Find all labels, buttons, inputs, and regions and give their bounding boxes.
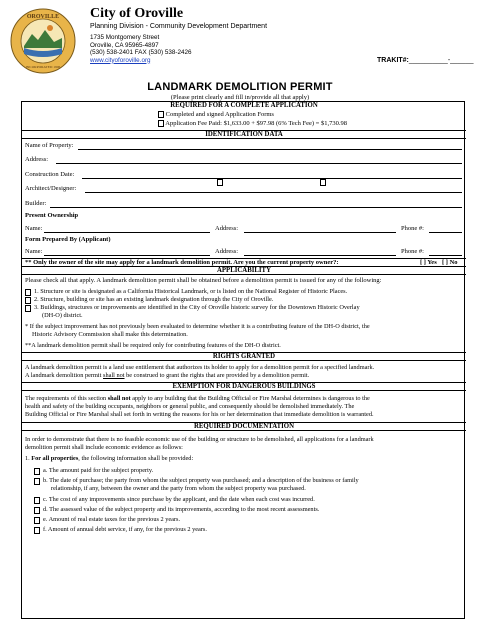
website-link[interactable]: www.cityoforoville.org (90, 56, 151, 64)
applicant-address-label: Address: (215, 248, 239, 255)
no-option[interactable]: [ ] No (442, 259, 458, 266)
documentation-heading: REQUIRED DOCUMENTATION (22, 422, 466, 431)
checkbox[interactable] (158, 111, 164, 118)
applicability-note: **A landmark demolition permit shall be required only for contributing features of the DH-O district. (25, 342, 281, 349)
checkbox[interactable] (34, 468, 40, 475)
checkbox[interactable] (34, 527, 40, 534)
documentation-item: f. Amount of annual debt service, if any, for the previous 2 years. (43, 526, 207, 533)
address-line: (530) 538-2401 FAX (530) 538-2426 (90, 49, 192, 56)
present-ownership-label: Present Ownership (25, 212, 79, 219)
documentation-intro: In order to demonstrate that there is no feasible economic use of the building or structure to be demolished, all applications for a landmark (25, 436, 374, 443)
documentation-item: a. The amount paid for the subject property. (43, 467, 154, 474)
documentation-item-cont: relationship, if any, between the owner and the party from whom the subject property was purchased. (51, 485, 306, 492)
field-label: Name of Property: (25, 142, 74, 149)
rights-text: A landmark demolition permit shall not be construed to grant the rights that are provided by a demolition permit. (25, 372, 310, 379)
construction-date-line[interactable] (82, 178, 462, 179)
required-item (158, 120, 347, 127)
documentation-intro: demolition permit shall include economic evidence as follows: (25, 444, 183, 451)
department-name: Planning Division - Community Development Department (90, 23, 268, 30)
checkbox[interactable] (34, 497, 40, 504)
documentation-item: e. Amount of real estate taxes for the previous 2 years. (43, 516, 181, 523)
trakit-field[interactable] (377, 57, 474, 64)
owner-name-label: Name: (25, 225, 43, 232)
checkbox[interactable] (25, 297, 31, 304)
field-label: Architect/Designer: (25, 185, 77, 192)
checkbox[interactable] (25, 305, 31, 312)
applicability-intro: Please check all that apply. A landmark demolition permit shall be obtained before a demolition permit is issued for any of the following: (25, 277, 382, 284)
applicability-item: 1. Structure or site is designated as a California Historical Landmark, or is listed on the National Register of Historic Places. (34, 288, 348, 295)
applicability-item: 2. Structure, building or site has an existing landmark designation through the City of Oroville. (34, 296, 274, 303)
applicability-heading: APPLICABILITY (22, 266, 466, 275)
exemption-text: Building Official or Fire Marshal shall set forth in writing the reasons for his or her determination that immediate demolition is warranted. (25, 411, 374, 418)
documentation-item: c. The cost of any improvements since purchase by the applicant, and the date when each cost was incurred. (43, 496, 315, 503)
owner-address-line[interactable] (244, 232, 396, 233)
builder-line[interactable] (50, 207, 462, 208)
applicant-phone-line[interactable] (429, 255, 462, 256)
field-label: Construction Date: (25, 171, 75, 178)
city-seal-logo (10, 8, 76, 74)
applicability-item: 3. Buildings, structures or improvements are identified in the City of Oroville historic survey for the Downtown Historic Overlay (34, 304, 360, 311)
checkbox[interactable] (34, 478, 40, 485)
owner-question: ** Only the owner of the site may apply for a landmark demolition permit. Are you the current property owner?: (25, 259, 339, 266)
address-block (90, 34, 267, 57)
owner-phone-line[interactable] (429, 232, 462, 233)
field-label: Builder: (25, 200, 47, 207)
required-heading: REQUIRED FOR A COMPLETE APPLICATION (170, 102, 318, 109)
address-line: Oroville, CA 95965-4897 (90, 41, 159, 49)
owner-name-line[interactable] (44, 232, 210, 233)
address-line-input[interactable] (56, 163, 462, 164)
applicability-note: * If the subject improvement has not previously been evaluated to determine whether it is a contributing feature of the DH-O district, the (25, 323, 370, 330)
required-item-label: Completed and signed Application Forms (165, 111, 274, 118)
applicability-item-cont: (DH-O) district. (42, 312, 83, 319)
checkbox[interactable] (25, 289, 31, 296)
architect-line[interactable] (85, 192, 462, 193)
checkbox[interactable] (34, 517, 40, 524)
applicant-name-label: Name: (25, 248, 43, 255)
all-properties-label: 1. For all properties, the following information shall be provided: (25, 455, 194, 462)
rights-heading: RIGHTS GRANTED (22, 352, 466, 361)
exemption-text: The requirements of this section shall not apply to any building that the Building Official or Fire Marshal determines is dangerous to the (25, 395, 370, 402)
documentation-item: d. The assessed value of the subject property and its improvements, according to the most recent assessments. (43, 506, 320, 513)
identification-heading: IDENTIFICATION DATA (22, 130, 466, 139)
prepared-by-label: Form Prepared By (Applicant) (25, 236, 111, 243)
trakit-value[interactable]: __________-______ (408, 57, 474, 64)
form-subtitle: (Please print clearly and fill in/provide all that apply) (170, 94, 310, 101)
checkbox[interactable] (34, 507, 40, 514)
exemption-text: health and safety of the building occupants, neighbors or general public, and consequently should be demolished immediately. The (25, 403, 355, 410)
applicant-name-line[interactable] (44, 255, 210, 256)
checkbox[interactable] (320, 179, 326, 186)
address-line: 1735 Montgomery Street (90, 34, 160, 41)
rights-text: A landmark demolition permit is a land use entitlement that authorizes its holder to apply for a demolition permit for a specified landmark. (25, 364, 375, 371)
applicant-address-line[interactable] (244, 255, 396, 256)
checkbox[interactable] (217, 179, 223, 186)
field-label: Address: (25, 156, 49, 163)
owner-address-label: Address: (215, 225, 239, 232)
applicant-phone-label: Phone #: (401, 248, 424, 255)
required-item (158, 111, 274, 118)
exemption-heading: EXEMPTION FOR DANGEROUS BUILDINGS (22, 382, 466, 391)
trakit-label: TRAKIT#: (377, 57, 409, 64)
form-title: LANDMARK DEMOLITION PERMIT (147, 81, 333, 93)
city-name: City of Oroville (90, 6, 184, 21)
property-name-line[interactable] (78, 149, 462, 150)
required-item-label: Application Fee Paid: $1,633.00 + $97.98 (6% Tech Fee) = $1,730.98 (165, 120, 347, 127)
documentation-item: b. The date of purchase; the party from whom the subject property was purchased; and a description of the business or family (43, 477, 359, 484)
svg-text:INCORPORATED 1906: INCORPORATED 1906 (25, 65, 61, 69)
checkbox[interactable] (158, 120, 164, 127)
form-frame (21, 101, 465, 619)
applicability-note: Historic Advisory Commission shall make this determination. (32, 331, 188, 338)
svg-text:OROVILLE: OROVILLE (26, 14, 60, 20)
yes-option[interactable]: [ ] Yes (420, 259, 437, 266)
owner-phone-label: Phone #: (401, 225, 424, 232)
header-block (90, 6, 267, 64)
